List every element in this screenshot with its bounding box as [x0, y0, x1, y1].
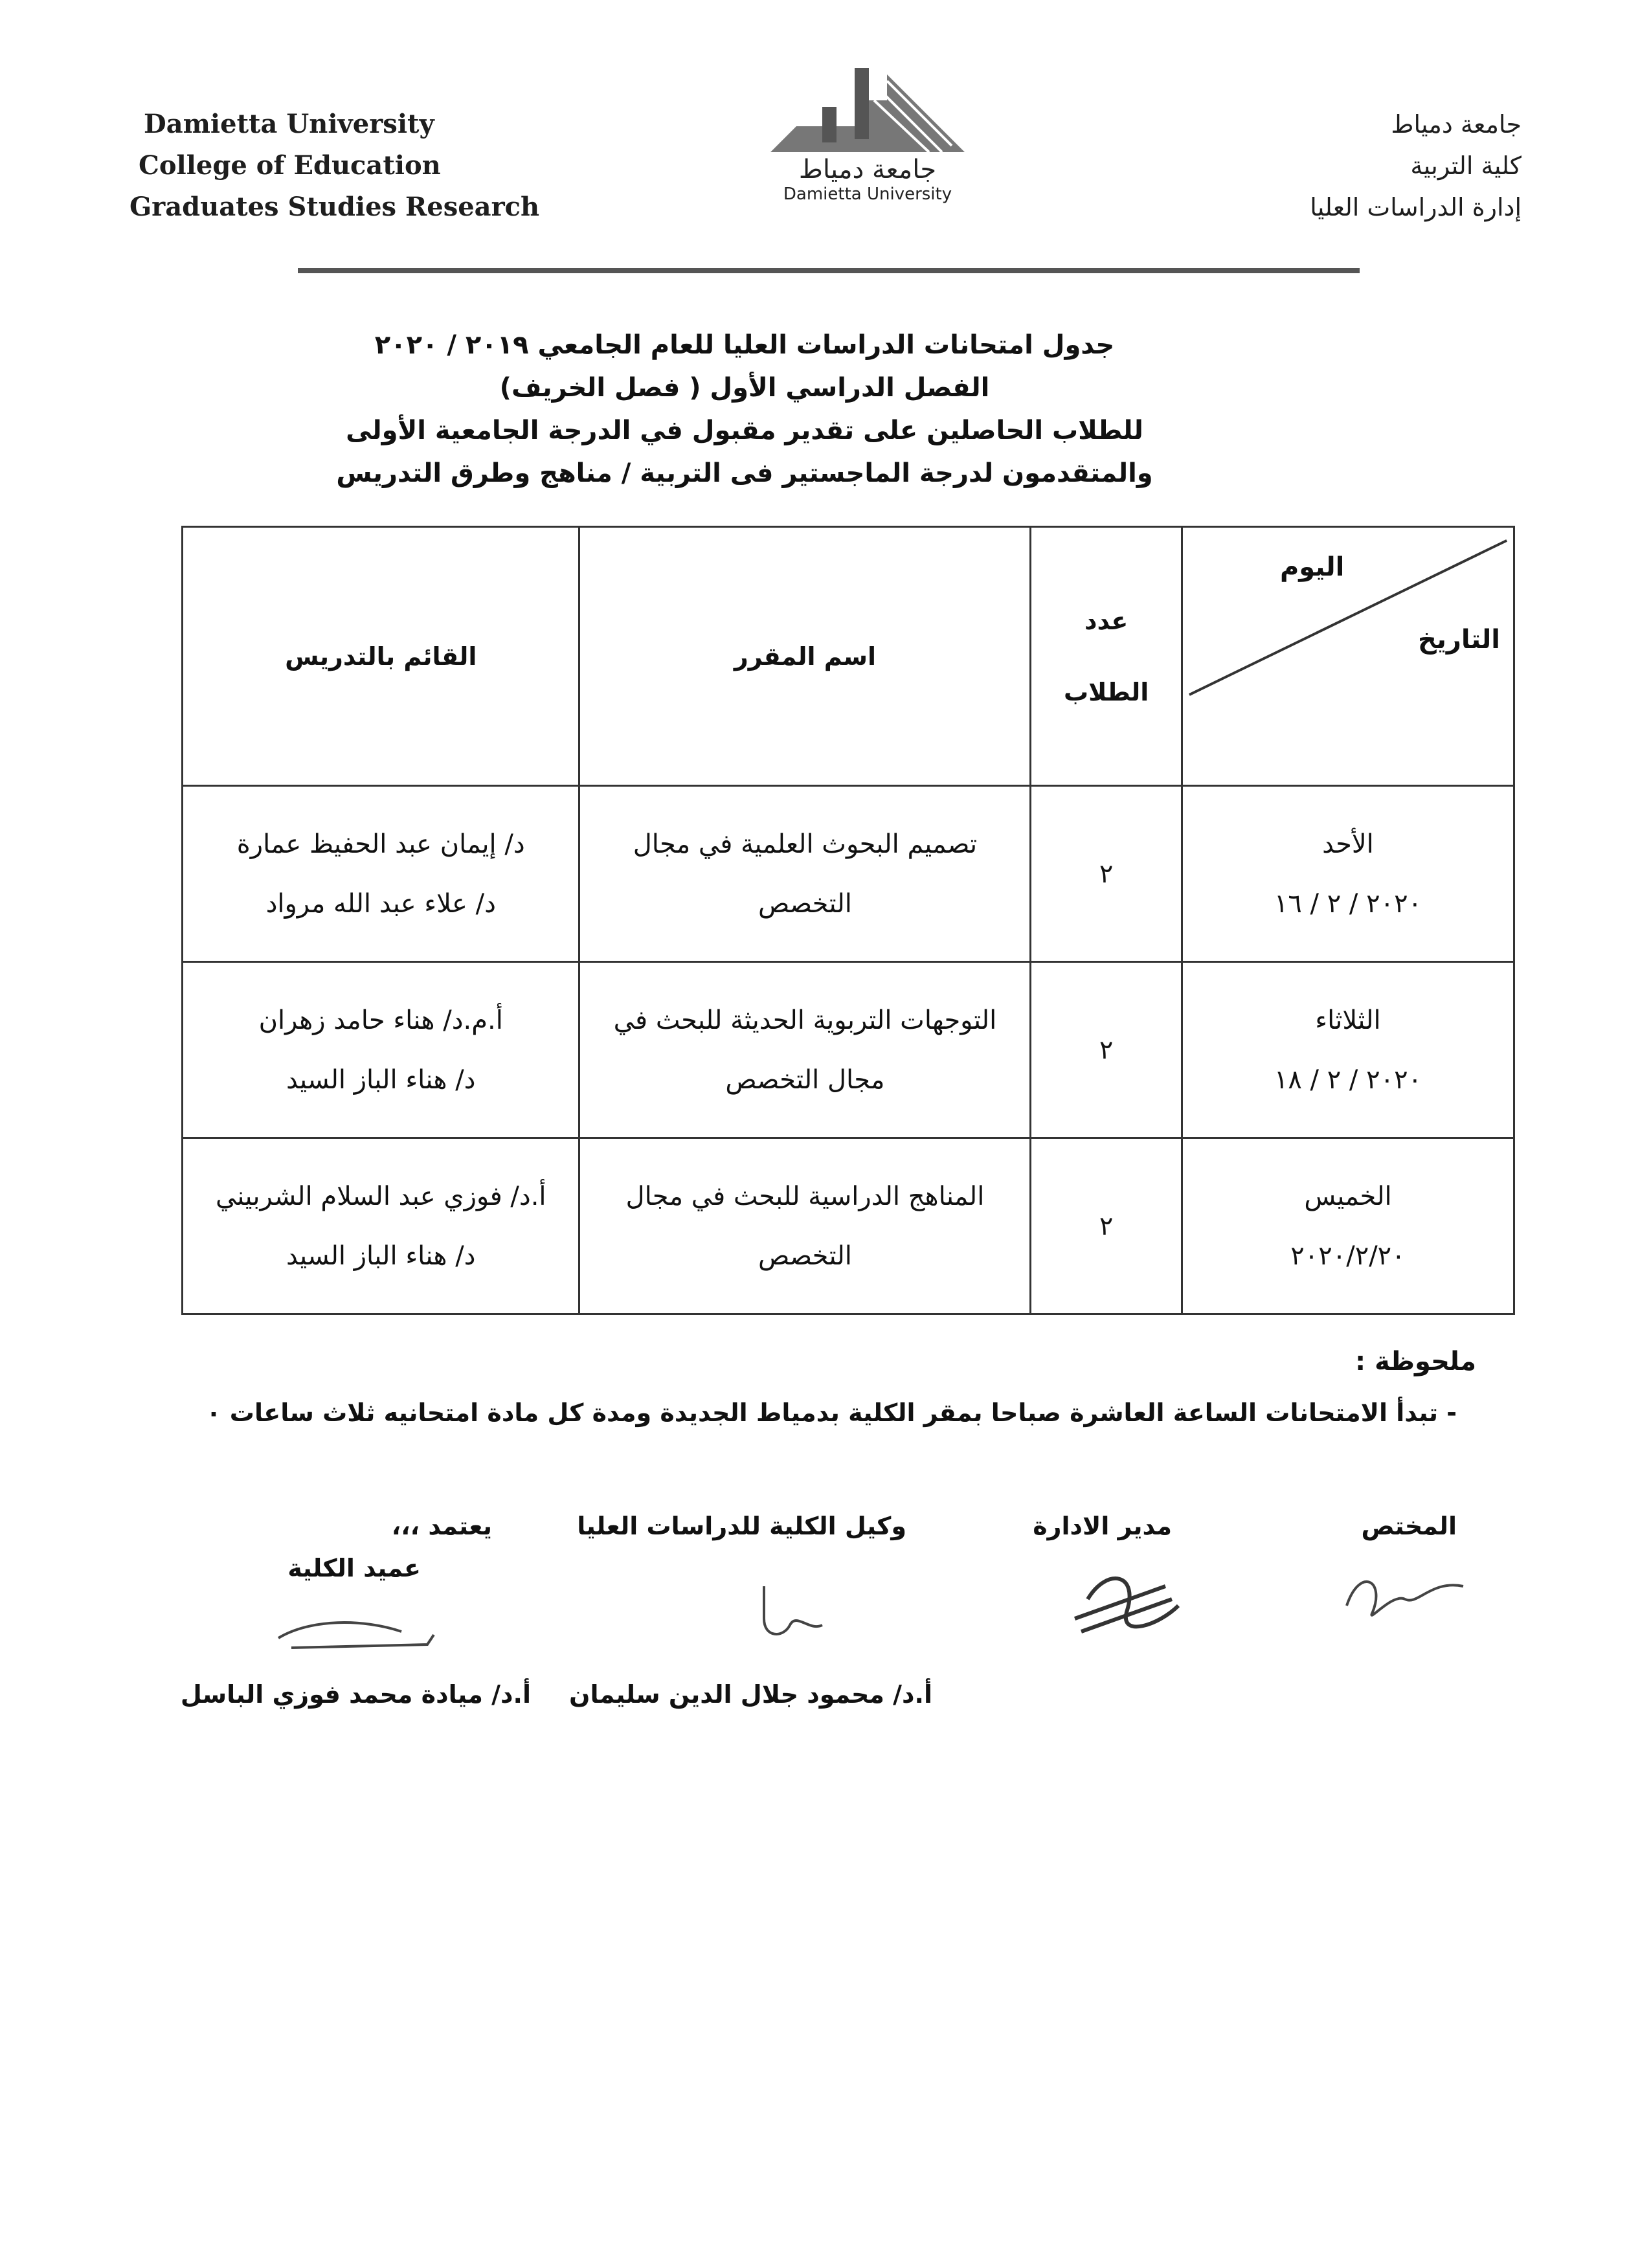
cell-day: الثلاثاء [1315, 1005, 1381, 1035]
title-line-3: للطلاب الحاصلين على تقدير مقبول في الدرجة الجامعية الأولى [346, 416, 1143, 445]
dean-name: أ.د/ ميادة محمد فوزي الباسل [180, 1680, 531, 1709]
cell-teacher-line1: د/ إيمان عبد الحفيظ عمارة [236, 829, 525, 859]
specialist-signature-mark [1334, 1554, 1476, 1638]
signature-dean-title: عميد الكلية [287, 1554, 421, 1582]
exam-schedule-table [181, 526, 1515, 1315]
header-divider [298, 268, 1360, 273]
cell-teacher-line2: د/ هناء الباز السيد [286, 1064, 476, 1095]
english-header [129, 104, 622, 228]
dean-signature-mark [272, 1612, 440, 1657]
cell-day-date [1182, 786, 1514, 962]
cell-course-line1: التوجهات التربوية الحديثة للبحث في [613, 1005, 997, 1035]
title-line-2: الفصل الدراسي الأول ( فصل الخريف) [499, 373, 990, 403]
cell-course-line1: تصميم البحوث العلمية في مجال [633, 829, 978, 859]
cell-teacher-line1: أ.د/ فوزي عبد السلام الشربيني [215, 1181, 546, 1211]
cell-course-line2: التخصص [758, 1241, 852, 1271]
university-logo [758, 62, 978, 223]
logo-arabic-text: جامعة دمياط [798, 155, 937, 185]
cell-date: ٢٠٢٠ / ٢ / ١٨ [1274, 1064, 1422, 1095]
header-count-line2: الطلاب [1063, 677, 1149, 706]
cell-day-date [1182, 1138, 1514, 1314]
table-row [183, 1138, 1514, 1314]
cell-course-line1: المناهج الدراسية للبحث في مجال [625, 1181, 985, 1211]
cell-date: ٢٠٢٠ / ٢ / ١٦ [1274, 888, 1422, 919]
cell-course-line2: مجال التخصص [725, 1064, 885, 1095]
signature-vice-dean-title: وكيل الكلية للدراسات العليا [577, 1512, 906, 1540]
header-day-date [1182, 527, 1514, 786]
table-row [183, 786, 1514, 962]
cell-count: ٢ [1031, 1138, 1182, 1314]
cell-teacher [183, 962, 579, 1138]
header-count-line1: عدد [1084, 606, 1129, 635]
department-name-en: Graduates Studies Research [129, 192, 540, 222]
cell-teacher-line1: أ.م.د/ هناء حامد زهران [258, 1005, 503, 1035]
college-name-en: College of Education [139, 150, 441, 181]
cell-teacher [183, 786, 579, 962]
table-row [183, 962, 1514, 1138]
vice-dean-signature-mark [738, 1573, 829, 1651]
university-name-ar: جامعة دمياط [1391, 110, 1522, 139]
header-day-label: اليوم [1279, 552, 1345, 582]
signature-specialist-title: المختص [1361, 1512, 1457, 1540]
header-teacher: القائم بالتدريس [183, 527, 579, 786]
diagonal-divider [1183, 528, 1513, 785]
department-name-ar: إدارة الدراسات العليا [1310, 193, 1522, 221]
cell-course [579, 1138, 1031, 1314]
signature-admin-manager-title: مدير الادارة [1033, 1512, 1172, 1540]
title-line-1: جدول امتحانات الدراسات العليا للعام الجامعي ٢٠١٩ / ٢٠٢٠ [374, 330, 1115, 360]
cell-count: ٢ [1031, 962, 1182, 1138]
arabic-header [1133, 104, 1522, 228]
university-name-en: Damietta University [144, 109, 434, 139]
logo-mark-icon [758, 62, 978, 159]
cell-teacher-line2: د/ علاء عبد الله مرواد [265, 888, 496, 919]
cell-course [579, 786, 1031, 962]
table-header-row [183, 527, 1514, 786]
vice-dean-name: أ.د/ محمود جلال الدين سليمان [569, 1680, 932, 1709]
admin-manager-signature-mark [1068, 1560, 1185, 1651]
signature-approved-label: يعتمد ،،، [391, 1512, 492, 1540]
college-name-ar: كلية التربية [1410, 152, 1522, 180]
cell-course [579, 962, 1031, 1138]
cell-teacher-line2: د/ هناء الباز السيد [286, 1241, 476, 1271]
header-date-label: التاريخ [1418, 625, 1500, 655]
header-student-count [1031, 527, 1182, 786]
cell-date: ٢٠٢٠/٢/٢٠ [1290, 1241, 1406, 1271]
cell-day: الخميس [1304, 1181, 1392, 1211]
cell-course-line2: التخصص [758, 888, 852, 919]
title-line-4: والمتقدمون لدرجة الماجستير فى التربية / مناهج وطرق التدريس [336, 458, 1153, 488]
note-text: - تبدأ الامتحانات الساعة العاشرة صباحا بمقر الكلية بدمياط الجديدة ومدة كل مادة امتحانيه ثلاث ساعات ٠ [206, 1398, 1457, 1427]
cell-teacher [183, 1138, 579, 1314]
cell-day: الأحد [1322, 829, 1374, 859]
cell-day-date [1182, 962, 1514, 1138]
logo-english-text: Damietta University [783, 185, 952, 204]
header-course-name: اسم المقرر [579, 527, 1031, 786]
note-heading: ملحوظة : [1355, 1347, 1476, 1376]
cell-count: ٢ [1031, 786, 1182, 962]
document-title [259, 324, 1230, 495]
